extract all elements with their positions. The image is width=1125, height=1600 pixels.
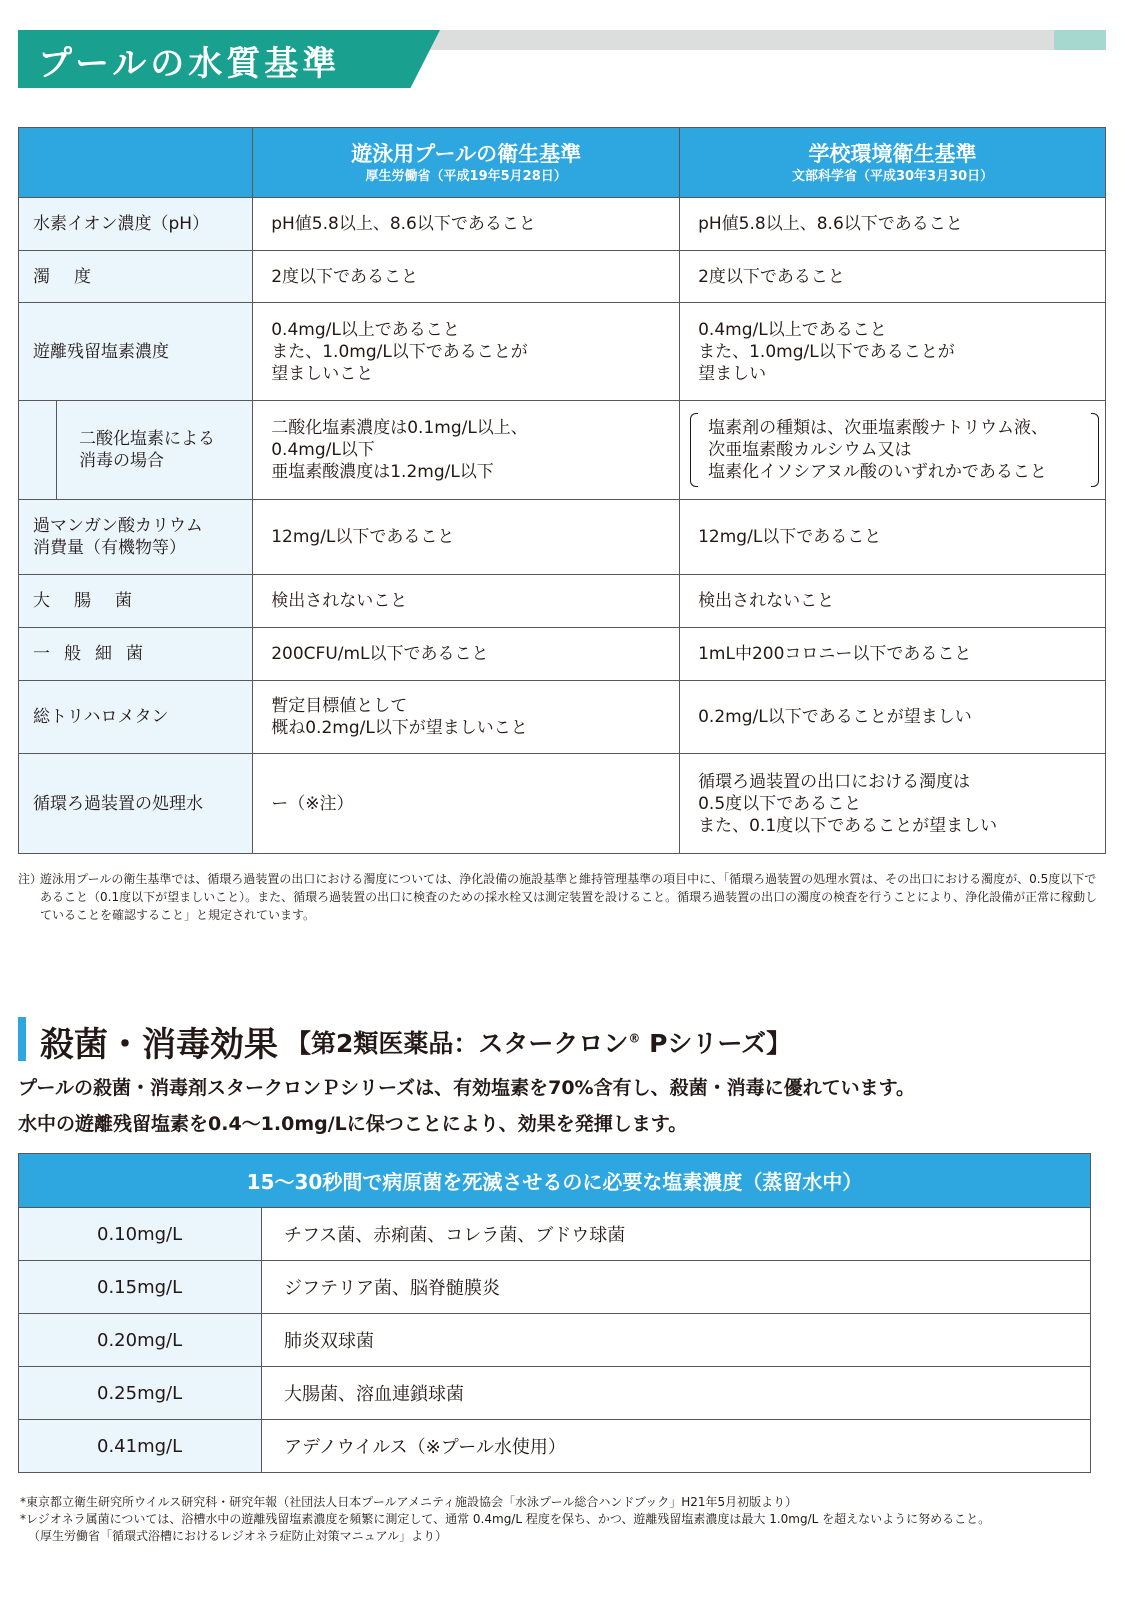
footnote-1: *東京都立衛生研究所ウイルス研究科・研究年報（社団法人日本プールアメニティ施設協会「水泳プール総合ハンドブック」H21年5月初版より） (20, 1495, 798, 1509)
concentration-value: 0.25mg/L (19, 1367, 262, 1420)
pathogen-list: 大腸菌、溶血連鎖球菌 (262, 1367, 1091, 1420)
section-title: 殺菌・消毒効果 (40, 1025, 278, 1065)
registered-mark: ® (628, 1031, 641, 1046)
turbidity-label-text: 濁度 (33, 266, 115, 287)
header-accent-block (1054, 30, 1106, 50)
pathogen-list: チフス菌、赤痢菌、コレラ菌、ブドウ球菌 (262, 1208, 1091, 1261)
table-row (19, 575, 1106, 628)
section-subtitle (286, 1029, 791, 1058)
table-note (18, 870, 1108, 924)
table-header-row (19, 128, 1106, 198)
footnote-3: （厚生労働省「循環式浴槽におけるレジオネラ症防止対策マニュアル」より） (28, 1529, 448, 1543)
ecoli-label-text: 大腸菌 (33, 591, 156, 611)
header-gray-bar (430, 30, 1106, 50)
indent-spacer (19, 401, 57, 499)
row-label-ecoli (19, 575, 253, 628)
cell-school: 循環ろ過装置の出口における濁度は 0.5度以下であること また、0.1度以下であることが望ましい (680, 754, 1106, 854)
note-text: 遊泳用プールの衛生基準では、循環ろ過装置の出口における濁度については、浄化設備の施設基準と維持管理基準の項目中に、「循環ろ過装置の処理水質は、その出口における濁度が、0.5度以下であること（0.1度以下が望ましいこと）。また、循環ろ過装置の出口に検査のための採水栓又は測定装置を設けること。循環ろ過装置の出口の濁度の検査を行うことにより、浄化設備が正常に稼動していることを確認すること」と規定されています。 (40, 872, 1098, 922)
table-row (19, 681, 1106, 754)
concentration-value: 0.10mg/L (19, 1208, 262, 1261)
chlorine-concentration-table (18, 1153, 1091, 1473)
cell-pool: 二酸化塩素濃度は0.1mg/L以上、 0.4mg/L以下 亜塩素酸濃度は1.2mg/L以下 (253, 401, 680, 500)
header-pool-source: 厚生労働省（平成19年5月28日） (365, 169, 567, 184)
pathogen-list: アデノウイルス（※プール水使用） (262, 1420, 1091, 1473)
bracketed-text: 塩素剤の種類は、次亜塩素酸ナトリウム液、 次亜塩素酸カルシウム又は 塩素化イソシアヌル酸のいずれかであること (698, 417, 1087, 483)
cell-pool: 2度以下であること (253, 251, 680, 303)
cell-school: 0.2mg/L以下であることが望ましい (680, 681, 1106, 754)
table-row (19, 401, 1106, 500)
cell-school: 2度以下であること (680, 251, 1106, 303)
table-row (19, 1314, 1091, 1367)
chlorine-dioxide-label-text: 二酸化塩素による 消毒の場合 (57, 401, 252, 499)
subtitle-end-text: Pシリーズ】 (640, 1028, 792, 1058)
table-row (19, 500, 1106, 575)
row-label-ph: 水素イオン濃度（pH） (19, 198, 253, 251)
cell-pool: 200CFU/mL以下であること (253, 628, 680, 681)
row-label-turbidity (19, 251, 253, 303)
header-school-title: 学校環境衛生基準 (808, 142, 977, 166)
section-accent-bar (18, 1017, 26, 1061)
row-label-chlorine: 遊離残留塩素濃度 (19, 303, 253, 401)
row-label-bacteria (19, 628, 253, 681)
cell-school: 12mg/L以下であること (680, 500, 1106, 575)
cell-pool: 12mg/L以下であること (253, 500, 680, 575)
cell-pool: pH値5.8以上、8.6以下であること (253, 198, 680, 251)
table-row (19, 628, 1106, 681)
table-row (19, 251, 1106, 303)
bacteria-label-text: 一般細菌 (33, 644, 157, 664)
water-quality-table (18, 127, 1106, 854)
header-pool-standard (253, 128, 680, 198)
pathogen-list: 肺炎双球菌 (262, 1314, 1091, 1367)
table-corner (19, 128, 253, 198)
header-school-standard (680, 128, 1106, 198)
row-label-permanganate: 過マンガン酸カリウム 消費量（有機物等） (19, 500, 253, 575)
subtitle-text: 【第2類医薬品：スタークロン (286, 1028, 629, 1058)
lead-text-1: プールの殺菌・消毒剤スタークロンＰシリーズは、有効塩素を70%含有し、殺菌・消毒に優れています。 (18, 1077, 916, 1099)
section-heading (40, 1017, 791, 1066)
concentration-value: 0.20mg/L (19, 1314, 262, 1367)
table-row (19, 1367, 1091, 1420)
concentration-value: 0.41mg/L (19, 1420, 262, 1473)
header-pool-title: 遊泳用プールの衛生基準 (351, 142, 582, 166)
cell-school: 0.4mg/L以上であること また、1.0mg/L以下であることが 望ましい (680, 303, 1106, 401)
footnote-2: *レジオネラ属菌については、浴槽水中の遊離残留塩素濃度を頻繁に測定して、通常 0.4mg/L 程度を保ち、かつ、遊離残留塩素濃度は最大 1.0mg/L を超えないように努めること。 (20, 1512, 991, 1526)
concentration-header: 15〜30秒間で病原菌を死滅させるのに必要な塩素濃度（蒸留水中） (19, 1154, 1091, 1208)
table-row (19, 1420, 1091, 1473)
cell-pool: ー（※注） (253, 754, 680, 854)
page-title: プールの水質基準 (38, 44, 341, 84)
row-label-filter: 循環ろ過装置の処理水 (19, 754, 253, 854)
row-label-thm: 総トリハロメタン (19, 681, 253, 754)
cell-pool: 検出されないこと (253, 575, 680, 628)
cell-school: 検出されないこと (680, 575, 1106, 628)
cell-school: 1mL中200コロニー以下であること (680, 628, 1106, 681)
row-label-chlorine-dioxide (19, 401, 253, 500)
pathogen-list: ジフテリア菌、脳脊髄膜炎 (262, 1261, 1091, 1314)
header-school-source: 文部科学省（平成30年3月30日） (791, 169, 994, 184)
cell-school: pH値5.8以上、8.6以下であること (680, 198, 1106, 251)
table-row (19, 1208, 1091, 1261)
concentration-value: 0.15mg/L (19, 1261, 262, 1314)
cell-pool: 暫定目標値として 概ね0.2mg/L以下が望ましいこと (253, 681, 680, 754)
lead-text-2: 水中の遊離残留塩素を0.4〜1.0mg/Lに保つことにより、効果を発揮します。 (18, 1113, 688, 1135)
concentration-header-row (19, 1154, 1091, 1208)
cell-pool: 0.4mg/L以上であること また、1.0mg/L以下であることが 望ましいこと (253, 303, 680, 401)
note-mark: 注） (18, 872, 43, 886)
footnotes (20, 1494, 1110, 1545)
table-row (19, 198, 1106, 251)
table-row (19, 754, 1106, 854)
table-row (19, 303, 1106, 401)
cell-school (680, 401, 1106, 500)
table-row (19, 1261, 1091, 1314)
